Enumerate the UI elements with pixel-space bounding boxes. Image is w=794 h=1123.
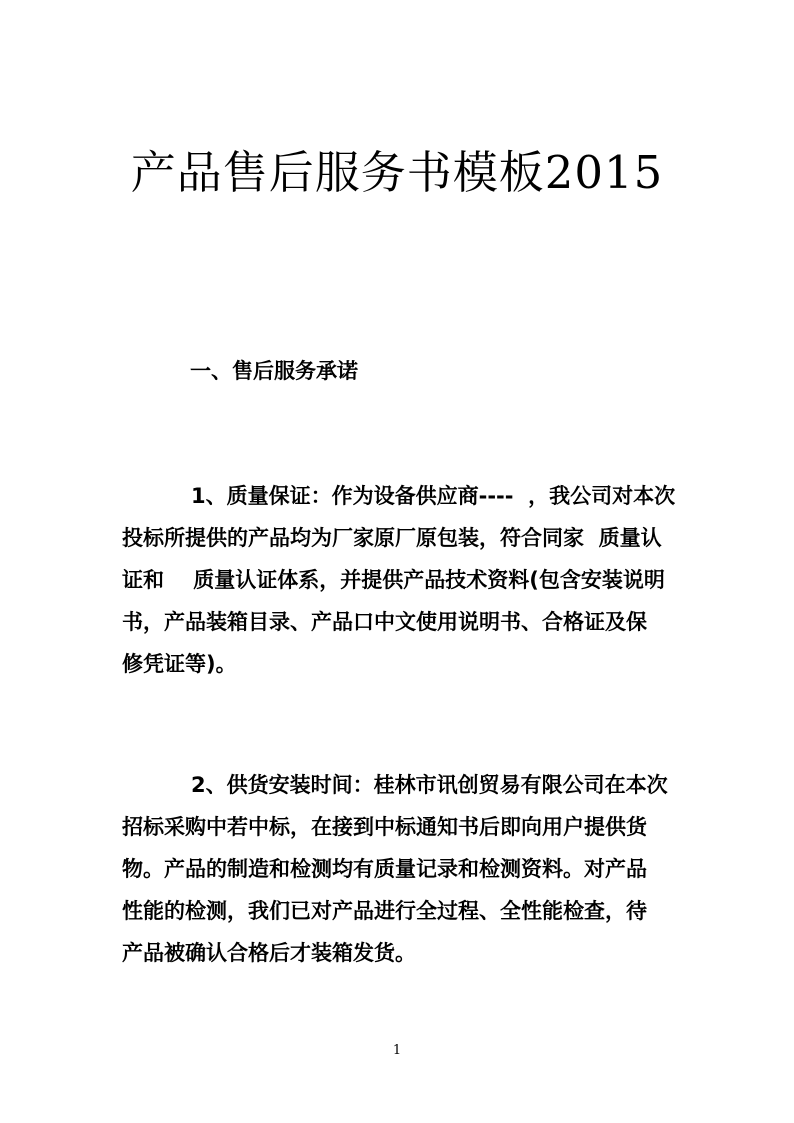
- paragraph-line: 修凭证等)。: [122, 652, 237, 676]
- paragraph-line: 2、供货安装时间：桂林市讯创贸易有限公司在本次: [191, 773, 668, 797]
- paragraph-quality-guarantee: [122, 475, 682, 685]
- section-heading: 一、售后服务承诺: [190, 359, 358, 383]
- page-number: 1: [392, 1043, 402, 1058]
- paragraph-line: 招标采购中若中标，在接到中标通知书后即向用户提供货: [122, 815, 647, 839]
- paragraph-delivery-time: [122, 764, 682, 974]
- paragraph-line: 性能的检测，我们已对产品进行全过程、全性能检查，待: [122, 899, 647, 923]
- paragraph-line: 投标所提供的产品均为厂家原厂原包装，符合同家 质量认: [122, 526, 662, 550]
- paragraph-line: 1、质量保证：作为设备供应商---- ，我公司对本次: [191, 484, 676, 508]
- paragraph-line: 书，产品装箱目录、产品口中文使用说明书、合格证及保: [122, 610, 647, 634]
- document-title: 产品售后服务书模板2015: [130, 146, 664, 199]
- paragraph-line: 证和 质量认证体系，并提供产品技术资料(包含安装说明: [122, 568, 665, 592]
- paragraph-line: 产品被确认合格后才装箱发货。: [122, 941, 416, 965]
- paragraph-line: 物。产品的制造和检测均有质量记录和检测资料。对产品: [122, 857, 647, 881]
